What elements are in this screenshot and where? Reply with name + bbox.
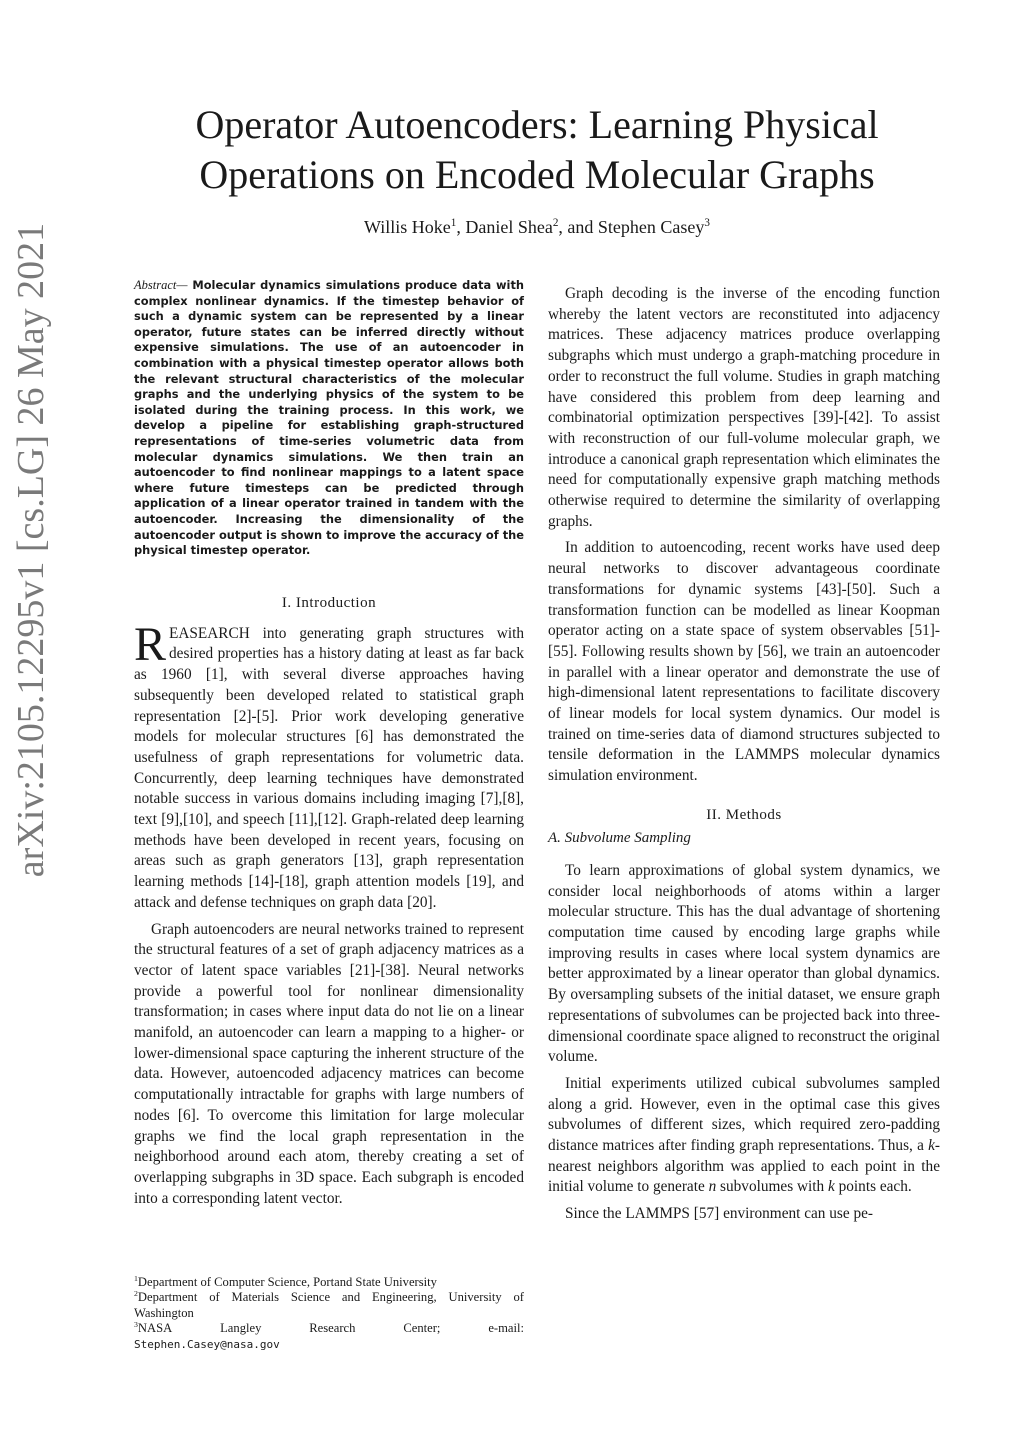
right-column	[548, 278, 940, 1225]
title-line-2: Operations on Encoded Molecular Graphs	[199, 152, 875, 197]
methods-paragraph-1: To learn approximations of global system dynamics, we consider local neighborhoods of atoms within a larger molecular structure. This has the dual advantage of shortening computation time caused by encoding large graphs while improving results in cases where local system dynamics are better approximated by a linear operator than global dynamics. By oversampling subsets of the initial dataset, we ensure graph representations of subvolumes can be projected back into three-dimensional coordinate space aligned to reconstruct the original volume.	[548, 861, 940, 1066]
author-affiliation-mark: 2	[552, 217, 559, 229]
title-line-1: Operator Autoencoders: Learning Physical	[195, 102, 879, 147]
drop-cap: R	[134, 617, 167, 671]
paper-title	[100, 100, 974, 200]
author-name: Willis Hoke	[364, 217, 451, 237]
footnote-1: $^1$Department of Computer Science, Portand State University	[134, 1273, 437, 1289]
author-separator: ,	[456, 217, 466, 237]
intro-paragraph-1-text: into generating graph structures with desired properties has a history dating at least as far back as 1960 [1], with several diverse approaches having subsequently been developed related to statistical graph representation [2]-[5]. Prior work developing generative models for molecular structures [6] has demonstrated the usefulness of graph representations for volumetric data. Concurrently, deep learning techniques have demonstrated notable success in various domains including imaging [7],[8], text [9],[10], and speech [11],[12]. Graph-related deep learning methods have been developed in recent years, focusing on areas such as graph generators [13], graph representation learning methods [14]-[18], graph attention models [19], and attack and defense techniques on graph data [20].	[134, 624, 524, 911]
arxiv-identifier: arXiv:2105.12295v1 [cs.LG] 26 May 2021	[10, 222, 52, 878]
footnote-email	[134, 1337, 524, 1352]
left-column	[134, 278, 524, 1209]
subsection-heading: A. Subvolume Sampling	[548, 829, 691, 846]
section-heading-methods: II. Methods	[706, 806, 782, 823]
methods-paragraph-2: Initial experiments utilized cubical subvolumes sampled along a grid. However, even in the optimal case this gives subvolumes of different sizes, which required zero-padding distance matrices after finding graph representations. Thus, a k-nearest neighbors algorithm was applied to each point in the initial volume to generate n subvolumes with k points each.	[548, 1074, 940, 1196]
author-name: Daniel Shea	[465, 217, 553, 237]
author-name: Stephen Casey	[597, 217, 705, 237]
section-heading-introduction: I. Introduction	[281, 594, 377, 611]
intro-paragraph-4: In addition to autoencoding, recent works have used deep neural networks to discover advantageous coordinate transformations for dynamic systems [43]-[50]. Such a transformation function can be modelled as linear Koopman operator acting on a state space of system observables [51]-[55]. Following results shown by [56], we train an autoencoder in parallel with a linear operator and demonstrate the use of high-dimensional latent representations to facilitate discovery of linear models for local system dynamics. Our model is trained on time-series data of diamond structures subjected to tensile deformation in the LAMMPS molecular dynamics simulation environment.	[548, 539, 940, 785]
author-affiliation-mark: 3	[704, 217, 710, 229]
methods-paragraph-3: Since the LAMMPS [57] environment can use pe-	[565, 1205, 873, 1223]
author-list	[100, 215, 974, 239]
abstract: Abstract— Molecular dynamics simulations produce data with complex nonlinear dynamics. If the timestep behavior of such a dynamic system can be represented by a linear operator, future states can be inferred directly without expensive simulations. The use of an autoencoder in combination with a physical timestep operator allows both the relevant structural characteristics of the molecular graphs and the underlying physics of the system to be isolated during the training process. In this work, we develop a pipeline for establishing graph-structured representations of time-series volumetric data from molecular dynamics simulations. We then train an autoencoder to find nonlinear mappings to a latent space where future timesteps can be predicted through application of a linear operator trained in tandem with the autoencoder. Increasing the dimensionality of the autoencoder output is shown to improve the accuracy of the physical timestep operator.	[134, 278, 525, 558]
author-separator: , and	[558, 217, 598, 237]
intro-paragraph-3: Graph decoding is the inverse of the encoding function whereby the latent vectors are reconstituted into adjacency matrices. These adjacency matrices produce overlapping subgraphs which must undergo a graph-matching procedure in order to reconstruct the full volume. Studies in graph matching have considered this problem from deep learning and combinatorial optimization perspectives [39]-[42]. To assist with reconstruction of our full-volume molecular graph, we introduce a canonical graph representation which eliminates the need for computationally expensive graph matching methods otherwise required to determine the similarity of overlapping graphs.	[548, 285, 940, 530]
author-affiliation-mark: 1	[450, 217, 457, 229]
footnote-3: $^3$NASA Langley Research Center; e-mail:	[134, 1320, 524, 1336]
drop-cap-word: EASEARCH	[169, 624, 250, 642]
footnote-2: $^2$Department of Materials Science and Engineering, University of Washington	[134, 1289, 524, 1320]
abstract-text: Molecular dynamics simulations produce data with complex nonlinear dynamics. If the timestep behavior of such a dynamic system can be represented by a linear operator, future states can be inferred directly without expensive simulations. The use of an autoencoder in combination with a physical timestep operator allows both the relevant structural characteristics of the molecular graphs and the underlying physics of the system to be isolated during the training process. In this work, we develop a pipeline for establishing graph-structured representations of time-series volumetric data from molecular dynamics simulations. We then train an autoencoder to find nonlinear mappings to a latent space where future timesteps can be predicted through application of a linear operator trained in tandem with the autoencoder. Increasing the dimensionality of the autoencoder output is shown to improve the accuracy of the physical timestep operator.	[134, 278, 525, 558]
intro-paragraph-2: Graph autoencoders are neural networks trained to represent the structural features of a set of graph adjacency matrices as a vector of latent space variables [21]-[38]. Neural networks provide a powerful tool for nonlinear dimensionality transformation; in cases where input data do not lie on a linear manifold, an autoencoder can learn a mapping to a higher- or lower-dimensional space capturing the inherent structure of the data. However, autoencoded adjacency matrices can become computationally intractable for graphs with large numbers of nodes [6]. To overcome this limitation for large molecular graphs we find the local graph representation in the neighborhood around each atom, thereby creating a set of overlapping subgraphs in 3D space. Each subgraph is encoded into a corresponding latent vector.	[134, 920, 524, 1207]
intro-paragraph-1	[134, 617, 524, 914]
email-address: Stephen.Casey@nasa.gov	[134, 1337, 280, 1351]
abstract-label: Abstract	[134, 278, 177, 292]
footnotes	[134, 1275, 524, 1352]
